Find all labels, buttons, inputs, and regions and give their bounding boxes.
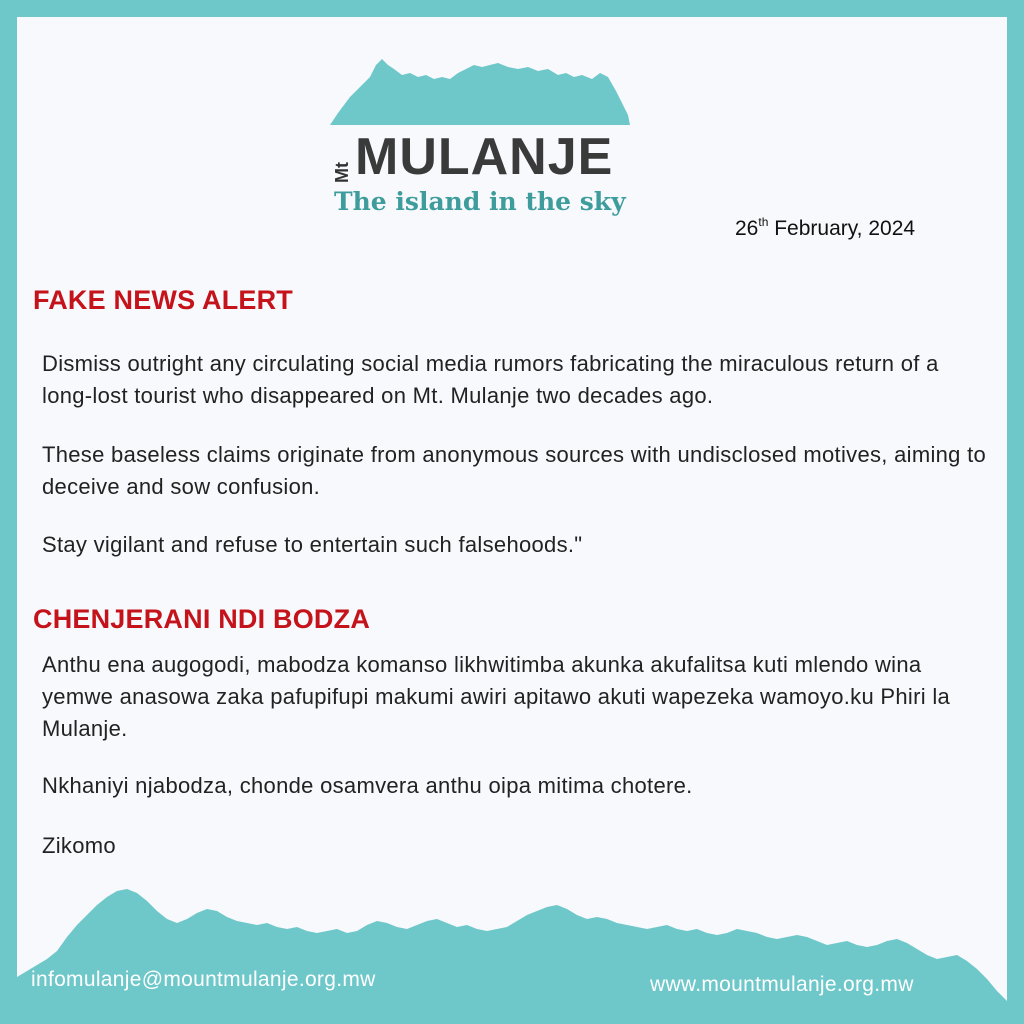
chichewa-paragraph-1: Anthu ena augogodi, mabodza komanso likhwitimba akunka akufalitsa kuti mlendo wina yemwe anasowa zaka pafupifupi makumi awiri apitawo akuti wapezeka wamoyo.ku Phiri la Mulanje. [42,652,951,741]
date-suffix: th [758,215,769,229]
chichewa-paragraph-2: Nkhaniyi njabodza, chonde osamvera anthu oipa mitima chotere. [42,773,693,798]
logo-tagline: The island in the sky [334,187,626,216]
chichewa-paragraph-3: Zikomo [42,833,116,858]
footer-email-link[interactable]: infomulanje@mountmulanje.org.mw [31,968,376,991]
mountain-logo-icon [330,55,630,127]
date-rest: February, 2024 [768,217,916,240]
date [735,215,915,241]
mt-mulanje-logo [330,55,630,225]
logo-mt-prefix: Mt [332,162,352,183]
footer-website-link[interactable]: www.mountmulanje.org.mw [650,973,914,996]
english-paragraph-3: Stay vigilant and refuse to entertain such falsehoods." [42,532,583,557]
english-paragraph-1: Dismiss outright any circulating social media rumors fabricating the miraculous return of a long-lost tourist who disappeared on Mt. Mulanje two decades ago. [42,351,939,408]
logo-name: MULANJE [355,128,614,186]
date-day: 26 [735,217,759,240]
english-paragraph-2: These baseless claims originate from anonymous sources with undisclosed motives, aiming to deceive and sow confusion. [42,442,987,499]
english-heading: FAKE NEWS ALERT [33,285,294,315]
chichewa-heading: CHENJERANI NDI BODZA [33,604,371,634]
poster-paper [17,17,1007,1024]
mountain-silhouette-icon [17,867,1007,1024]
